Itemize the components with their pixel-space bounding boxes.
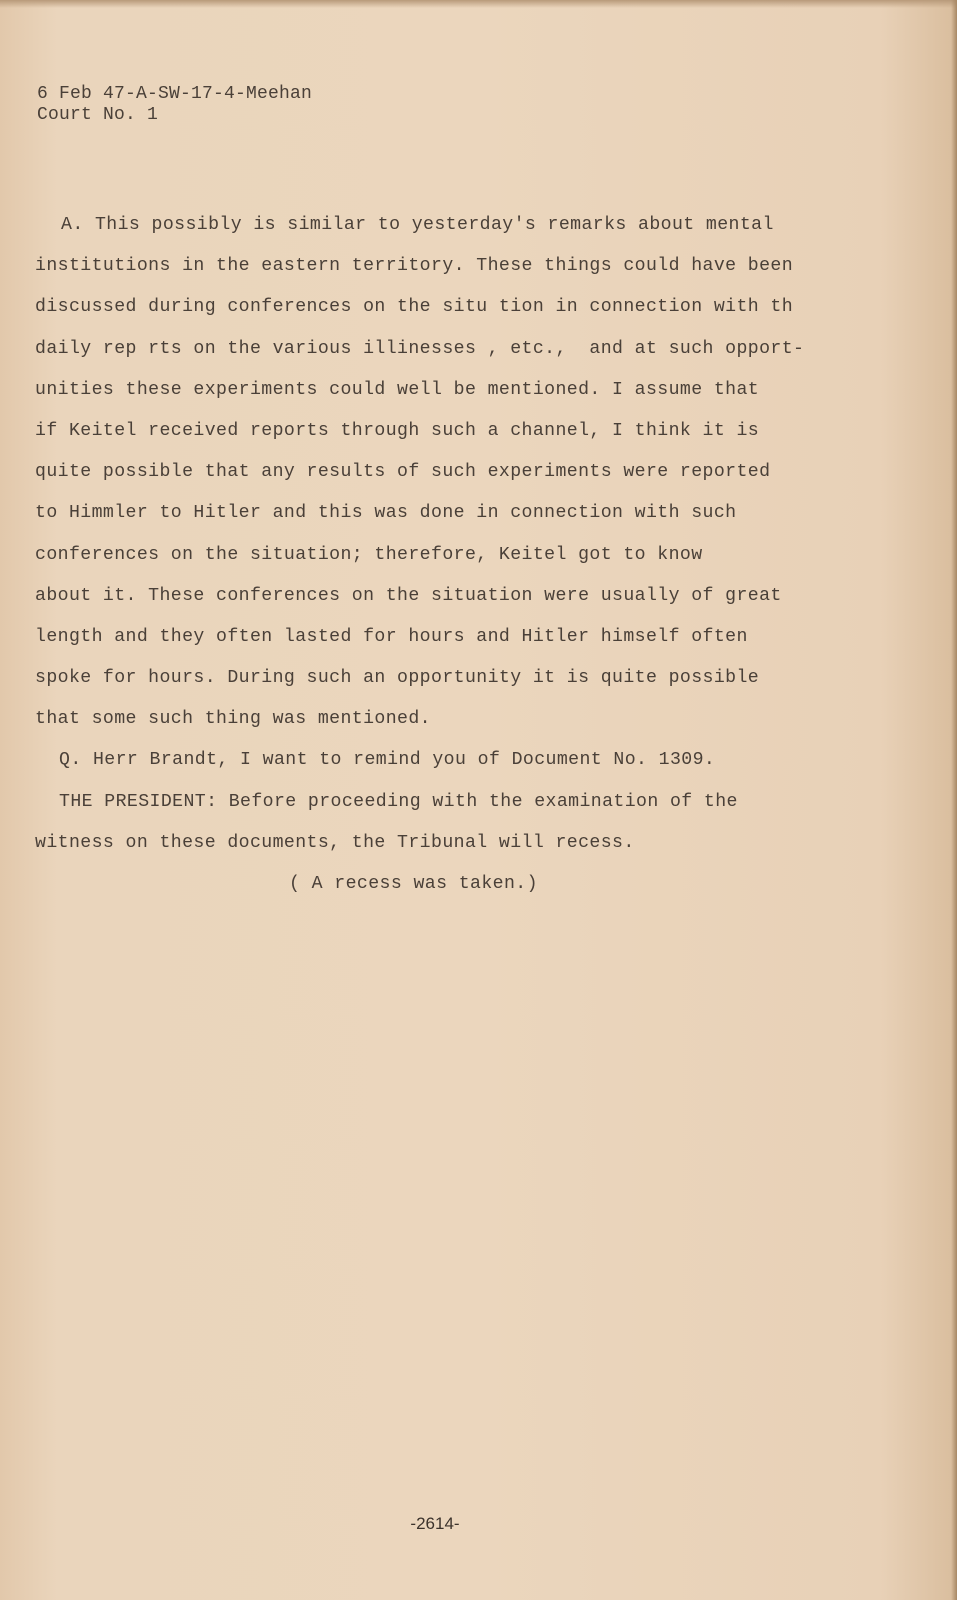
transcript-line: quite possible that any results of such experiments were reported bbox=[35, 462, 771, 483]
transcript-line: conferences on the situation; therefore, Keitel got to know bbox=[35, 544, 703, 565]
transcript-line: daily rep rts on the various illinesses , etc., and at such opport- bbox=[35, 338, 805, 359]
transcript-line: if Keitel received reports through such a channel, I think it is bbox=[35, 420, 760, 441]
question-line: Q. Herr Brandt, I want to remind you of Document No. 1309. bbox=[59, 750, 716, 771]
transcript-line: witness on these documents, the Tribunal will recess. bbox=[35, 832, 635, 853]
transcript-line: spoke for hours. During such an opportunity it is quite possible bbox=[35, 668, 760, 689]
page-number: -2614- bbox=[410, 1514, 460, 1533]
transcript-line: discussed during conferences on the situ tion in connection with th bbox=[35, 297, 794, 318]
document-header bbox=[37, 84, 312, 126]
header-court-line: Court No. 1 bbox=[37, 105, 159, 125]
transcript-line: institutions in the eastern territory. These things could have been bbox=[35, 256, 794, 277]
transcript-line: about it. These conferences on the situation were usually of great bbox=[35, 585, 782, 606]
transcript-line: length and they often lasted for hours and Hitler himself often bbox=[35, 626, 748, 647]
president-line: THE PRESIDENT: Before proceeding with the examination of the bbox=[59, 791, 738, 812]
transcript-line: that some such thing was mentioned. bbox=[35, 709, 431, 730]
transcript-line: A. This possibly is similar to yesterday's remarks about mental bbox=[61, 215, 774, 235]
recess-note: ( A recess was taken.) bbox=[289, 874, 538, 894]
transcript-body bbox=[35, 205, 915, 905]
transcript-line: unities these experiments could well be mentioned. I assume that bbox=[35, 379, 760, 400]
transcript-line: to Himmler to Hitler and this was done in connection with such bbox=[35, 503, 737, 524]
header-session-line: 6 Feb 47-A-SW-17-4-Meehan bbox=[37, 84, 313, 104]
